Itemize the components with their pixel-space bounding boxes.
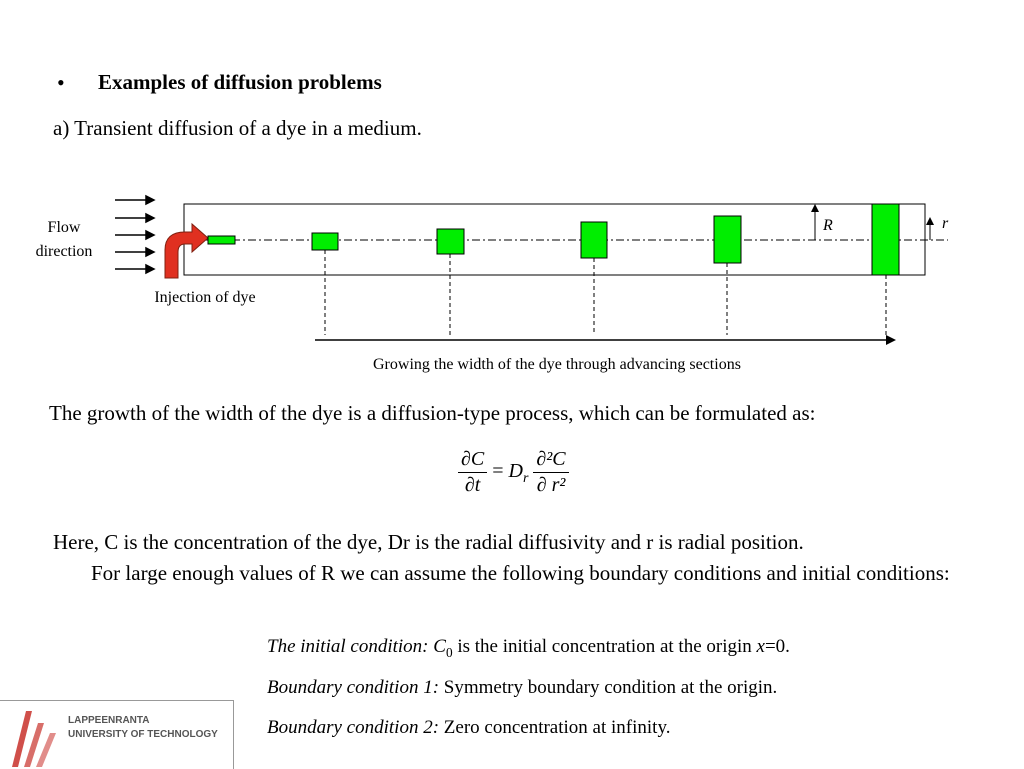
diffusivity-subscript: r — [522, 471, 529, 487]
flow-arrows — [115, 196, 154, 273]
dye-section-2 — [312, 233, 338, 250]
injection-label: Injection of dye — [154, 289, 256, 306]
dye-section-4 — [581, 222, 607, 258]
growing-caption: Growing the width of the dye through advancing sections — [373, 356, 741, 373]
section-lines — [325, 250, 886, 335]
initial-condition-text: is the initial concentration at the origin — [452, 636, 757, 657]
diffusion-diagram — [0, 180, 1024, 370]
slide-heading: Examples of diffusion problems — [98, 70, 382, 94]
boundary-condition-1-label: Boundary condition 1: — [267, 677, 440, 698]
diffusivity-symbol: D — [508, 460, 523, 483]
lhs-denominator: ∂t — [464, 474, 481, 496]
dye-section-6 — [872, 204, 899, 275]
rhs-denominator: ∂ r² — [536, 474, 566, 496]
logo-text — [68, 714, 218, 742]
dye-section-1 — [208, 236, 235, 244]
definitions-rest: For large enough values of R we can assume the following boundary conditions and initial conditions: — [91, 561, 950, 585]
initial-condition-sub: 0 — [445, 644, 453, 660]
flow-direction-label: Flow direction — [35, 219, 93, 260]
logo-line2: UNIVERSITY OF TECHNOLOGY — [68, 729, 218, 740]
initial-condition-var: C — [433, 636, 446, 657]
diffusion-equation — [458, 448, 569, 497]
logo-mark-icon — [4, 703, 64, 769]
boundary-condition-2-label: Boundary condition 2: — [267, 717, 440, 738]
boundary-condition-2 — [267, 717, 670, 739]
dye-section-5 — [714, 216, 741, 263]
r-label: r — [942, 215, 949, 232]
logo-line1: LAPPEENRANTA — [68, 715, 150, 726]
rhs-numerator: ∂²C — [533, 448, 568, 473]
slide-subheading: a) Transient diffusion of a dye in a medium. — [53, 116, 422, 140]
initial-condition-label: The initial condition: — [267, 636, 429, 657]
initial-condition-x: x — [756, 636, 765, 657]
boundary-condition-2-text: Zero concentration at infinity. — [439, 717, 671, 738]
initial-condition — [267, 636, 790, 661]
initial-condition-end: =0. — [764, 636, 790, 657]
definitions-line1: Here, C is the concentration of the dye, Dr is the radial diffusivity and r is radial position. — [53, 530, 804, 554]
boundary-condition-1 — [267, 677, 777, 699]
bullet: • — [57, 70, 65, 95]
boundary-condition-1-text: Symmetry boundary condition at the origin. — [439, 677, 778, 698]
R-label: R — [823, 217, 833, 234]
paragraph-formulation: The growth of the width of the dye is a diffusion-type process, which can be formulated as: — [49, 401, 816, 425]
paragraph-definitions — [53, 527, 987, 589]
dye-section-3 — [437, 229, 464, 254]
equals-sign: = — [492, 460, 504, 483]
injection-arrow — [165, 224, 208, 278]
lhs-numerator: ∂C — [458, 448, 487, 473]
